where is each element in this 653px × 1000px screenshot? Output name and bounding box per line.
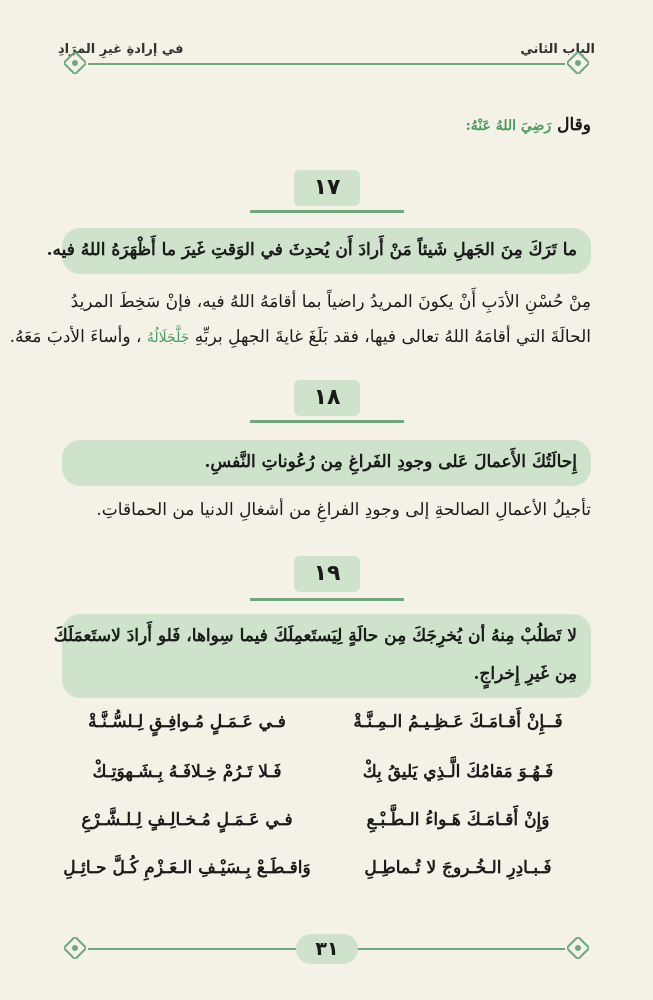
poem-hemistich: فَـبـادِرِ الـخُـروجَ لا تُـماطِـلِ [364,858,552,878]
honorific: رَضِيَ اللهُ عَنْهُ: [465,118,552,134]
ornament-icon [567,52,589,74]
honorific: جَلَّجَلَالُهُ [146,330,190,346]
commentary-line [10,327,591,347]
poem-hemistich: فَـهُـوَ مَقامُكَ الَّـذِي يَليقُ بِكْ [362,762,554,782]
commentary-text: ، وأساءَ الأدبَ مَعَهُ. [9,327,142,347]
section-number: ١٩ [294,556,360,592]
ornament-icon [64,937,86,959]
aphorism-text: مِن غَيرِ إِخراجٍ. [473,664,577,684]
poem-hemistich: فـي عَـمَـلٍ مُـخـالِـفٍ لِـلـشَّـرْعِ [81,810,293,830]
header-rule [88,63,565,65]
intro-line [466,115,591,135]
section-divider [250,420,404,423]
poem-hemistich: فَــإِنْ أَقـامَـكَ عَـظِـيـمُ الـمِـنَّـةْ [353,712,563,732]
ornament-icon [64,52,86,74]
section-divider [250,598,404,601]
aphorism-box [62,440,591,486]
poem-hemistich: فـي عَـمَـلٍ مُـوافِـقٍ لِـلسُّـنَّـةْ [88,712,286,732]
poem-hemistich: فَـلا تَـرُمْ خِـلافَـهُ بِـشَـهوَتِـكْ [92,762,282,782]
aphorism-text: إِحالَتُكَ الأَعمالَ عَلى وجودِ الفَراغِ مِن رُعُوناتِ النَّفسِ. [204,452,577,472]
commentary-line: تأجيلُ الأعمالِ الصالحةِ إلى وجودِ الفراغِ من أشغالِ الدنيا من الحماقاتِ. [96,500,591,520]
poem-hemistich: وَإِنْ أَقـامَـكَ هَـواءُ الـطَّـبْـعِ [366,810,550,830]
section-title: في إرادةِ غيرِ المرَادِ [58,42,184,57]
ornament-icon [567,937,589,959]
section-number: ١٧ [294,170,360,206]
aphorism-text: ما تَرَكَ مِنَ الجَهلِ شَيئاً مَنْ أَرادَ أَن يُحدِثَ في الوَقتِ غَيرَ ما أَظْهَرَهُ اللهُ فيه. [46,240,577,260]
page-header [58,34,595,78]
aphorism-text: لا تَطلُبْ مِنهُ أن يُخرِجَكَ مِن حالَةٍ لِيَستَعمِلَكَ فيما سِواها، فَلو أَرادَ لاستَعمَلَكَ [53,626,577,646]
aphorism-box [46,228,591,274]
intro-said: وقال [557,115,591,135]
commentary-line: مِنْ حُسْنِ الأدَبِ أَنْ يكونَ المريدُ راضياً بما أقامَهُ اللهُ فيه، فإنْ سَخِطَ المريدُ [70,292,591,312]
section-divider [250,210,404,213]
section-number: ١٨ [294,380,360,416]
aphorism-box [53,614,591,698]
poem-hemistich: وَاقـطَـعْ بِـسَيْـفِ الـعَـزْمِ كُـلَّ حـائِـلِ [63,858,311,878]
chapter-title: الباب الثاني [520,42,595,57]
page-number: ٣١ [296,934,358,964]
commentary-text: الحالَةَ التي أقامَهُ اللهُ تعالى فيها، فقد بَلَغَ غايةَ الجهلِ بربِّهِ [194,327,591,347]
